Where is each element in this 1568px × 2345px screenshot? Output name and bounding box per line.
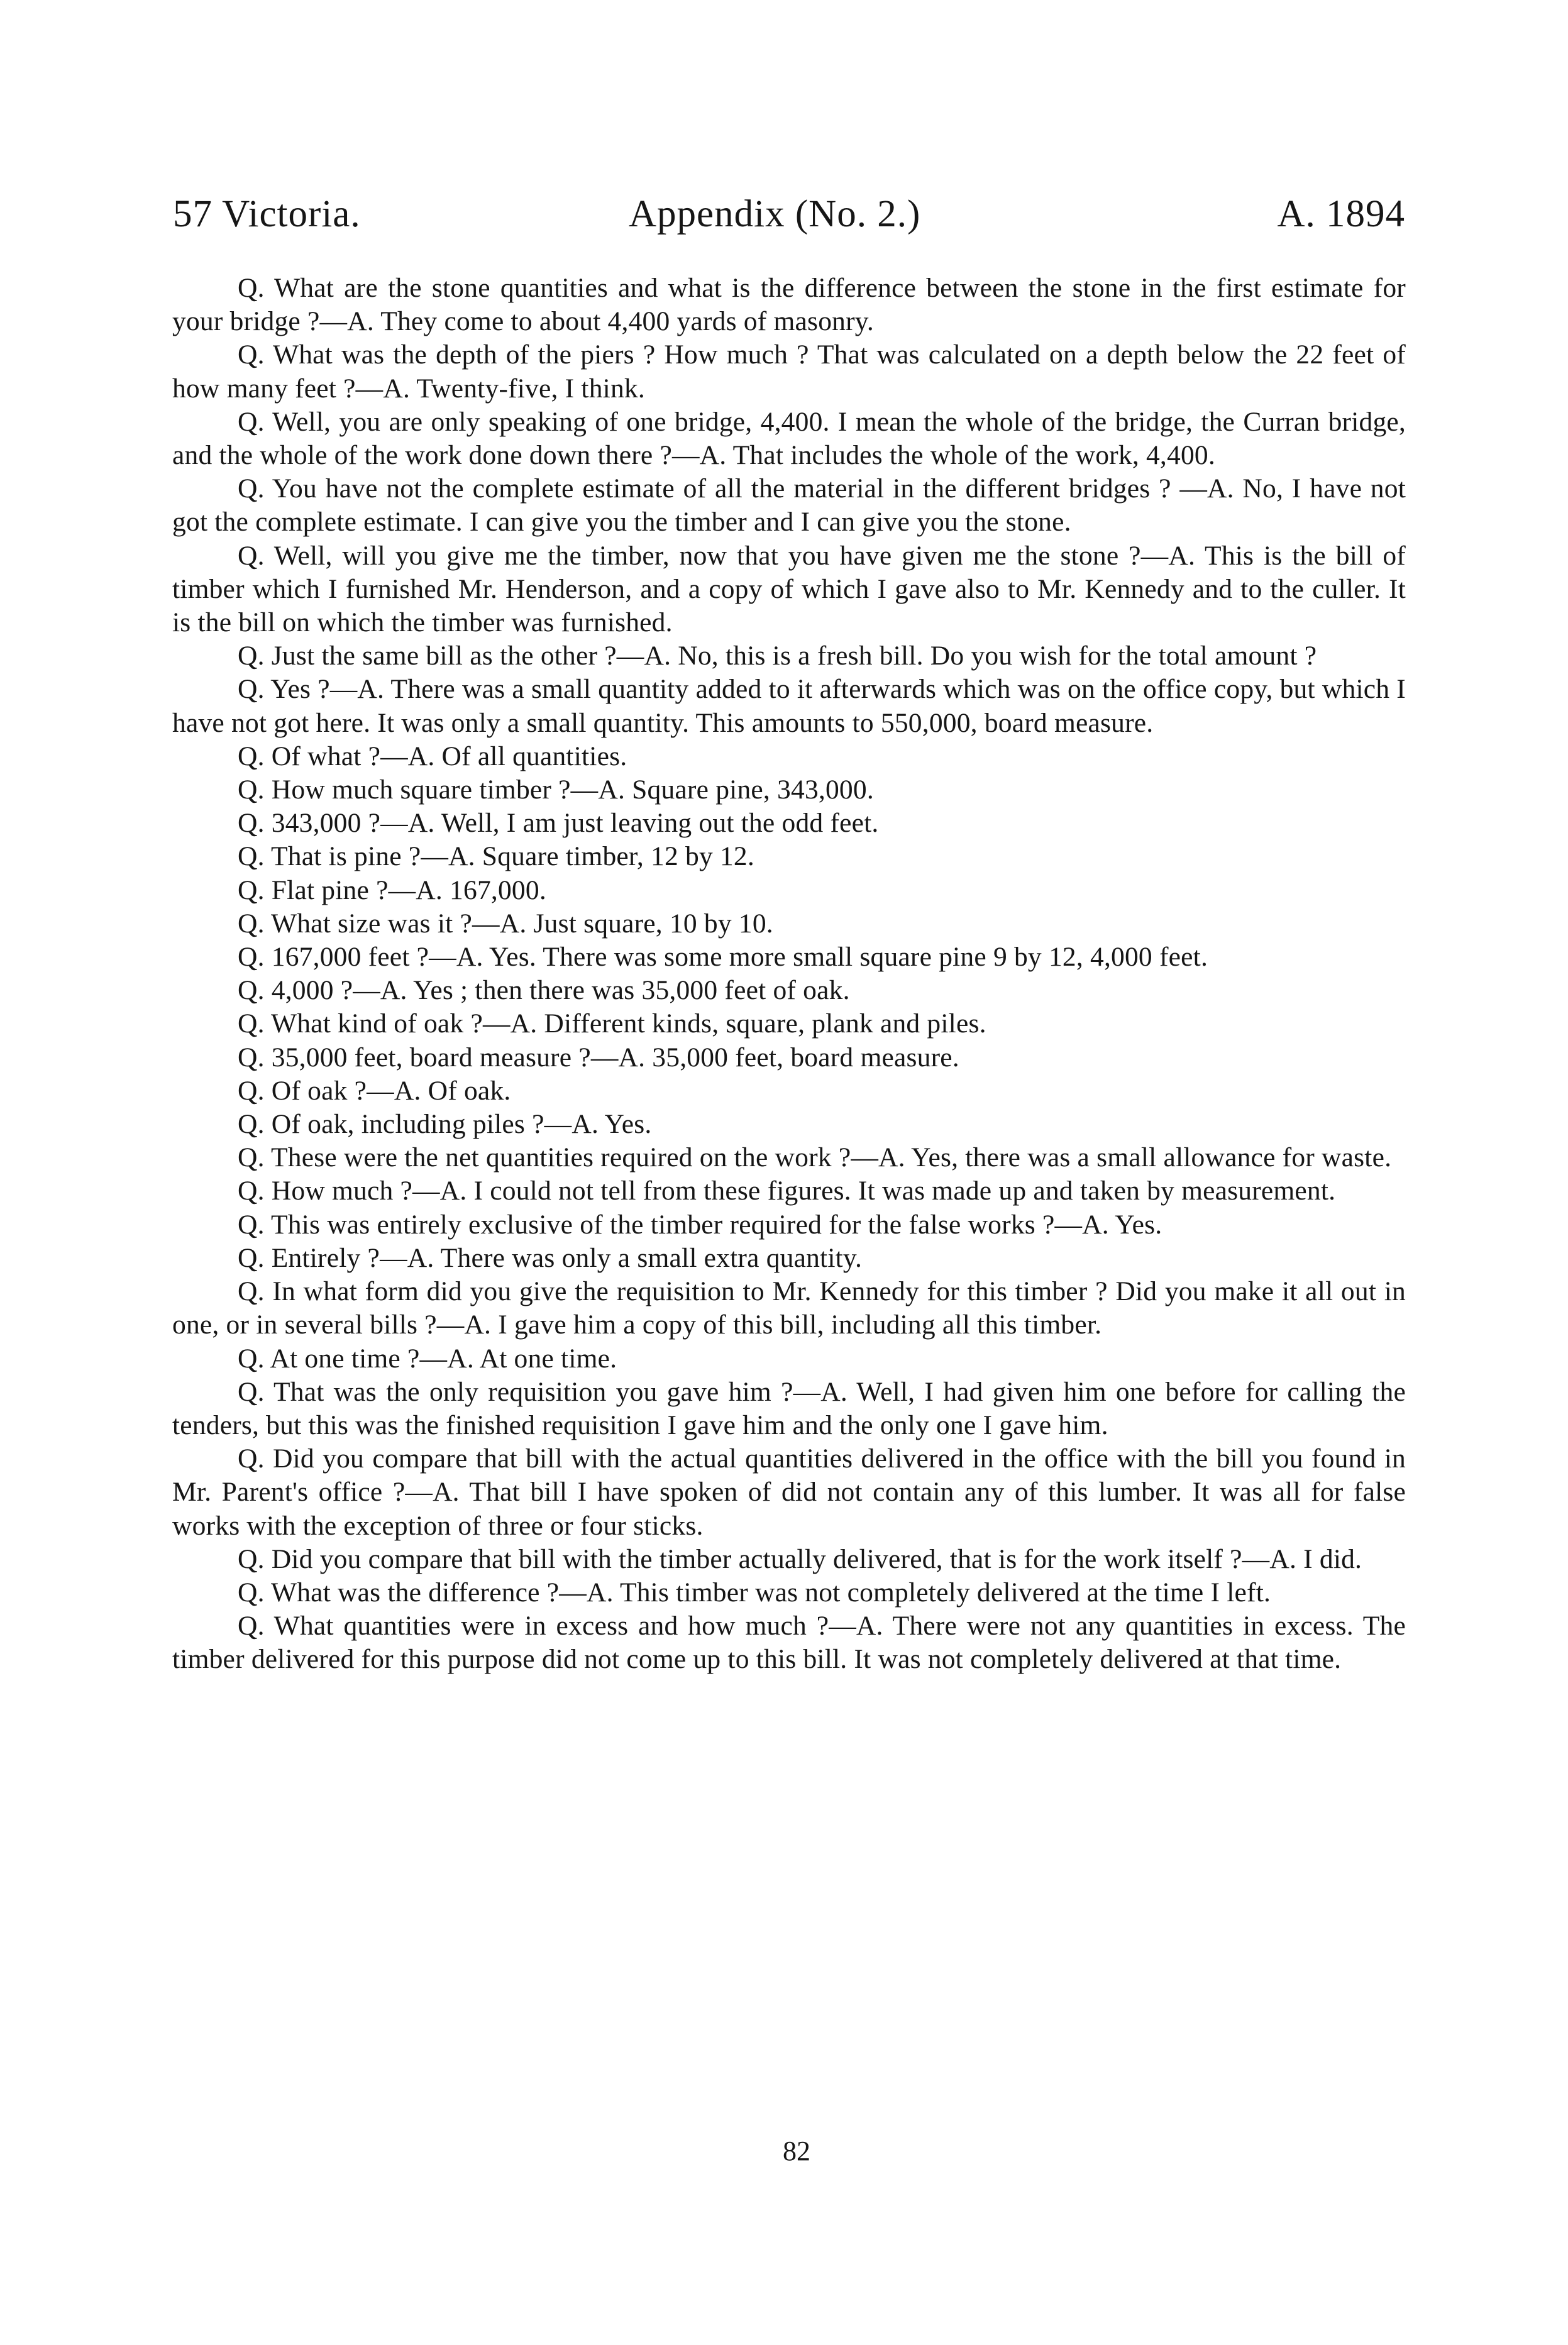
paragraph: Q. Yes ?—A. There was a small quantity added to it afterwards which was on the office copy, but which I have not got here. It was only a small quantity. This amounts to 550,000, board measure. (172, 674, 1406, 738)
header-year: A. 1894 (1277, 193, 1405, 235)
paragraph: Q. These were the net quantities required on the work ?—A. Yes, there was a small allowance for waste. (238, 1142, 1392, 1173)
page-header (173, 186, 1405, 243)
paragraph: Q. Of oak ?—A. Of oak. (238, 1075, 511, 1106)
header-appendix: Appendix (No. 2.) (629, 193, 921, 235)
paragraph: Q. What are the stone quantities and what is the difference between the stone in the first estimate for your bridge ?—A. They come to about 4,400 yards of masonry. (172, 273, 1406, 337)
paragraph: Q. Did you compare that bill with the timber actually delivered, that is for the work itself ?—A. I did. (238, 1543, 1362, 1574)
paragraph: Q. What kind of oak ?—A. Different kinds, square, plank and piles. (238, 1008, 986, 1039)
paragraph: Q. Did you compare that bill with the actual quantities delivered in the office with the bill you found in Mr. Parent's office ?—A. That bill I have spoken of did not contain any of this lumber. It was all for false works with the exception of three or four sticks. (172, 1443, 1406, 1541)
paragraph: Q. At one time ?—A. At one time. (238, 1343, 617, 1374)
paragraph: Q. 343,000 ?—A. Well, I am just leaving out the odd feet. (238, 808, 879, 839)
paragraph: Q. Flat pine ?—A. 167,000. (238, 875, 546, 905)
paragraph: Q. What was the depth of the piers ? How much ? That was calculated on a depth below the 22 feet of how many feet ?—A. Twenty-five, I think. (172, 339, 1406, 404)
paragraph: Q. 35,000 feet, board measure ?—A. 35,000 feet, board measure. (238, 1042, 959, 1073)
paragraph: Q. Of oak, including piles ?—A. Yes. (238, 1109, 652, 1140)
page-number: 82 (783, 2136, 810, 2166)
paragraph: Q. In what form did you give the requisition to Mr. Kennedy for this timber ? Did you make it all out in one, or in several bills ?—A. I gave him a copy of this bill, including all this timber. (172, 1276, 1406, 1340)
paragraph: Q. Well, will you give me the timber, now that you have given me the stone ?—A. This is the bill of timber which I furnished Mr. Henderson, and a copy of which I gave also to Mr. Kennedy and to the culler. It is the bill on which the timber was furnished. (172, 540, 1406, 638)
paragraph: Q. How much ?—A. I could not tell from these figures. It was made up and taken by measurement. (238, 1176, 1336, 1206)
paragraph: Q. 4,000 ?—A. Yes ; then there was 35,000 feet of oak. (238, 975, 850, 1006)
paragraph: Q. 167,000 feet ?—A. Yes. There was some more small square pine 9 by 12, 4,000 feet. (238, 942, 1208, 973)
paragraph: Q. Entirely ?—A. There was only a small extra quantity. (238, 1242, 863, 1273)
paragraph: Q. What was the difference ?—A. This timber was not completely delivered at the time I left. (238, 1577, 1271, 1608)
paragraph: Q. What quantities were in excess and how much ?—A. There were not any quantities in excess. The timber delivered for this purpose did not come up to this bill. It was not completely delivered at that time. (172, 1611, 1406, 1675)
paragraph: Q. Well, you are only speaking of one bridge, 4,400. I mean the whole of the bridge, the Curran bridge, and the whole of the work done down there ?—A. That includes the whole of the work, 4,400. (172, 406, 1406, 471)
paragraph: Q. What size was it ?—A. Just square, 10 by 10. (238, 908, 773, 939)
paragraph: Q. You have not the complete estimate of all the material in the different bridges ? —A. No, I have not got the complete estimate. I can give you the timber and I can give you the stone. (172, 473, 1406, 538)
paragraph: Q. This was entirely exclusive of the timber required for the false works ?—A. Yes. (238, 1209, 1162, 1240)
testimony-text (172, 272, 1406, 1677)
paragraph: Q. Just the same bill as the other ?—A. No, this is a fresh bill. Do you wish for the total amount ? (238, 641, 1317, 671)
paragraph: Q. That was the only requisition you gave him ?—A. Well, I had given him one before for calling the tenders, but this was the finished requisition I gave him and the only one I gave him. (172, 1376, 1406, 1440)
header-session: 57 Victoria. (173, 193, 361, 235)
paragraph: Q. That is pine ?—A. Square timber, 12 by 12. (238, 841, 754, 872)
paragraph: Q. How much square timber ?—A. Square pine, 343,000. (238, 775, 874, 805)
paragraph: Q. Of what ?—A. Of all quantities. (238, 741, 627, 771)
